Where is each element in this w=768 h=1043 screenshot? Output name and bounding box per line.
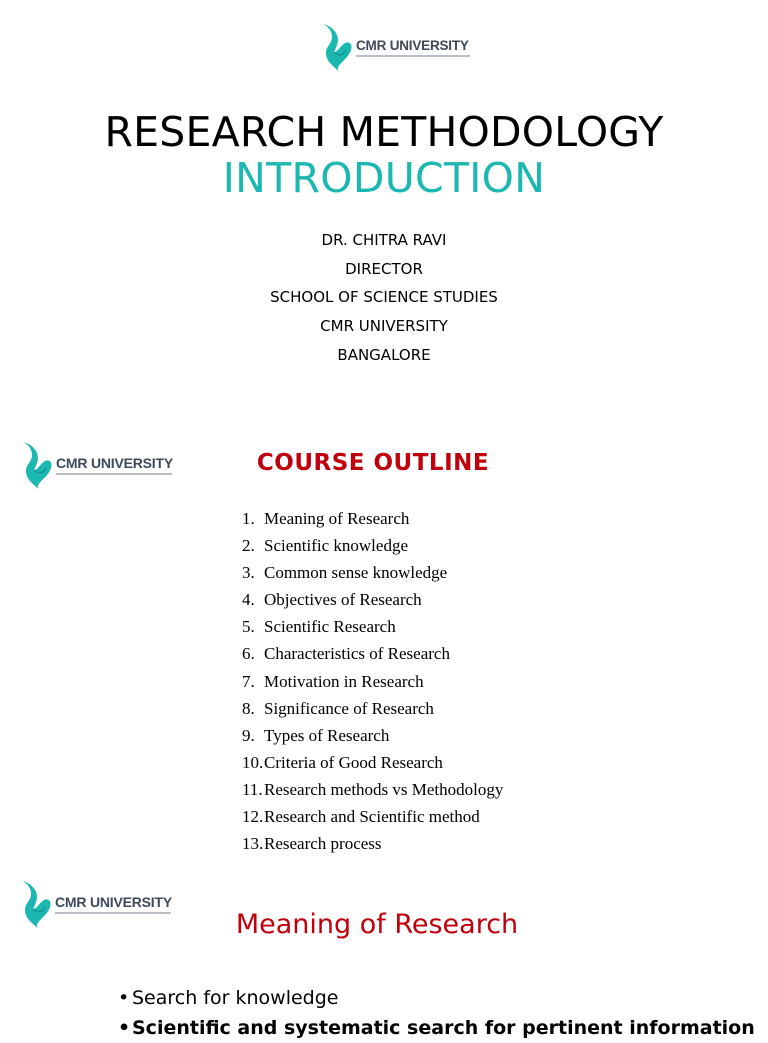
outline-item-text: Types of Research <box>264 725 390 745</box>
outline-item-text: Significance of Research <box>264 698 434 718</box>
course-outline-heading: COURSE OUTLINE <box>256 450 490 476</box>
outline-item <box>242 697 503 724</box>
author-name: DR. CHITRA RAVI <box>321 231 447 249</box>
outline-item <box>242 832 503 859</box>
outline-item-text: Criteria of Good Research <box>264 752 443 772</box>
outline-item-text: Meaning of Research <box>264 509 410 528</box>
outline-item <box>242 534 503 561</box>
author-city: BANGALORE <box>337 345 431 364</box>
outline-item <box>242 751 503 778</box>
presentation-title: RESEARCH METHODOLOGY <box>104 108 664 156</box>
outline-item-number: 12. <box>242 807 264 827</box>
outline-item-number: 8. <box>242 698 255 718</box>
outline-item-text: Common sense knowledge <box>264 563 448 583</box>
outline-item-number: 6. <box>242 644 255 664</box>
outline-item-text: Research process <box>264 834 382 854</box>
course-outline-list <box>242 507 503 859</box>
outline-item <box>242 561 503 588</box>
bullet-icon: • <box>118 987 130 1009</box>
swan-logo-icon <box>320 22 354 72</box>
logo-tagline <box>356 55 470 57</box>
outline-item-number: 2. <box>242 536 255 556</box>
meaning-of-research-heading: Meaning of Research <box>235 909 519 940</box>
outline-item-number: 9. <box>242 725 255 745</box>
outline-item <box>242 507 503 534</box>
cmr-university-logo <box>19 879 172 929</box>
swan-logo-icon <box>19 879 53 929</box>
outline-item-number: 1. <box>242 509 255 528</box>
cmr-university-logo <box>320 22 470 72</box>
presentation-subtitle: INTRODUCTION <box>222 154 546 202</box>
swan-logo-icon <box>20 440 54 490</box>
logo-wordmark: CMR UNIVERSITY <box>55 894 172 910</box>
outline-item <box>242 805 503 832</box>
outline-item-number: 10. <box>242 752 264 772</box>
outline-item <box>242 615 503 642</box>
bullet-icon: • <box>118 1017 131 1039</box>
outline-item-text: Scientific knowledge <box>264 536 408 556</box>
outline-item-number: 5. <box>242 617 255 637</box>
outline-item-number: 3. <box>242 563 255 583</box>
outline-item-number: 11. <box>242 779 263 799</box>
cmr-university-logo <box>20 440 173 490</box>
logo-tagline <box>55 912 171 914</box>
outline-item-number: 7. <box>242 671 255 691</box>
outline-item-number: 13. <box>242 834 264 854</box>
author-university: CMR UNIVERSITY <box>320 317 448 336</box>
logo-wordmark: CMR UNIVERSITY <box>56 455 173 471</box>
outline-item-text: Research and Scientific method <box>264 807 480 827</box>
bullet-item <box>118 1013 755 1043</box>
outline-item <box>242 778 503 805</box>
outline-item <box>242 724 503 751</box>
outline-item <box>242 670 503 697</box>
outline-item <box>242 588 503 615</box>
outline-item <box>242 642 503 669</box>
outline-item-text: Motivation in Research <box>264 671 424 691</box>
outline-item-number: 4. <box>242 590 255 610</box>
bullet-text: Search for knowledge <box>132 987 339 1009</box>
author-block <box>0 229 768 372</box>
author-designation: DIRECTOR <box>345 259 423 278</box>
outline-item-text: Objectives of Research <box>264 590 422 610</box>
author-school: SCHOOL OF SCIENCE STUDIES <box>270 288 498 307</box>
logo-wordmark: CMR UNIVERSITY <box>356 37 469 53</box>
logo-tagline <box>56 473 172 475</box>
bullet-text: Scientific and systematic search for pertinent information <box>132 1017 755 1039</box>
meaning-bullet-list <box>118 983 755 1043</box>
outline-item-text: Characteristics of Research <box>264 644 450 664</box>
outline-item-text: Research methods vs Methodology <box>264 779 504 799</box>
outline-item-text: Scientific Research <box>264 617 396 637</box>
bullet-item <box>118 983 755 1013</box>
